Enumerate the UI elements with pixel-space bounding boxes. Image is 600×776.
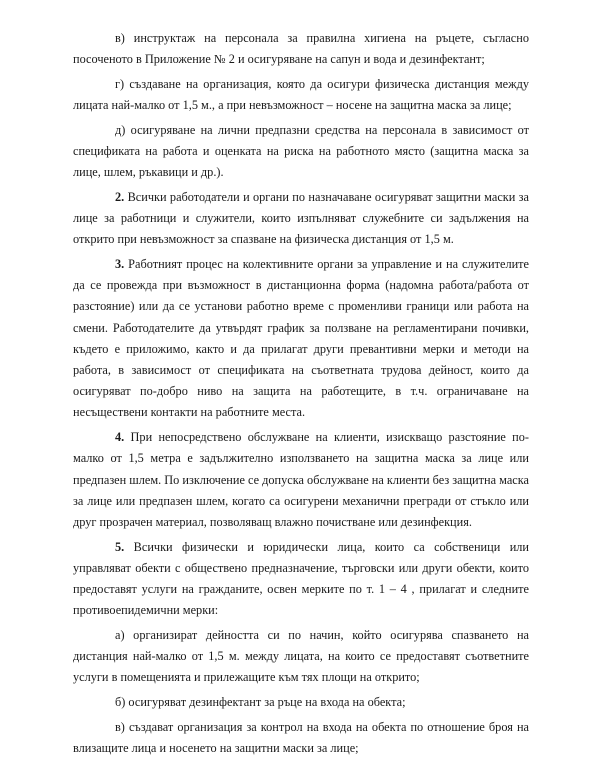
paragraph-4-client-service: 4. При непосредствено обслужване на клиенти, изискващо разстояние по-малко от 1,5 метра е задължително използването на защитна маска за лице или предпазен шлем. По изключение се допуска обслужване на клиенти без защитна маска за лице или предпазен шлем, когато са осигурени механични прегради от стъкло или друг прозрачен материал, позволяващ влажно почистване или дезинфекция. [73,430,529,529]
paragraph-number: 5. [115,539,125,554]
paragraph-number: 2. [115,189,125,204]
paragraph-g-distance: г) създаване на организация, която да осигури физическа дистанция между лицата най-малко от 1,5 м., а при невъзможност – носене на защитна маска за лице; [73,76,529,113]
paragraph-3-remote-work: 3. Работният процес на колективните органи за управление и на служителите да се провежда при възможност в дистанционна форма (надомна работа/работа от разстояние) или да се установи работно време с променливи граници или работа на смени. Работодателите да утвърдят график за ползване на регламентирани почивки, където е приложимо, както и да прилагат други превантивни мерки и методи на работа, в зависимост от спецификата на съответната трудова дейност, които да осигуряват по-добро ниво на защита на работещите, в т.ч. ограничаване на несъществени контакти на работните места. [73,257,529,420]
document-body [73,28,529,763]
paragraph-2-masks: 2. Всички работодатели и органи по назначаване осигуряват защитни маски за лице за работници и служители, които изпълняват служебните си задължения на открито при невъзможност за спазване на физическа дистанция от 1,5 м. [73,189,530,247]
paragraph-number: 4. [115,430,125,445]
paragraph-5-public-sites: 5. Всички физически и юридически лица, които са собственици или управляват обекти с обществено предназначение, търговски или други обекти, които предоставят услуги на гражданите, освен мерките по т. 1 – 4 , прилагат и следните противоепидемични мерки: [73,539,529,618]
paragraph-number: 3. [115,257,125,272]
paragraph-d-protective-equipment: д) осигуряване на лични предпазни средства на персонала в зависимост от спецификата на работа и оценката на риска на работното място (защитна маска за лице, шлем, ръкавици и др.). [73,122,529,180]
paragraph-v-entrance-control: в) създават организация за контрол на входа на обекта по отношение броя на влизащите лица и носенето на защитни маски за лице; [73,719,529,755]
paragraph-v-instruction: в) инструктаж на персонала за правилна хигиена на ръцете, съгласно посоченото в Приложение № 2 и осигуряване на сапун и вода и дезинфектант; [73,31,529,67]
paragraph-a-organization: а) организират дейността си по начин, който осигурява спазването на дистанция най-малко от 1,5 м. между лицата, на които се предоставят съответните услуги в помещенията и прилежащите към тях площи на открито; [73,627,529,685]
paragraph-b-disinfectant: б) осигуряват дезинфектант за ръце на входа на обекта; [115,695,406,710]
